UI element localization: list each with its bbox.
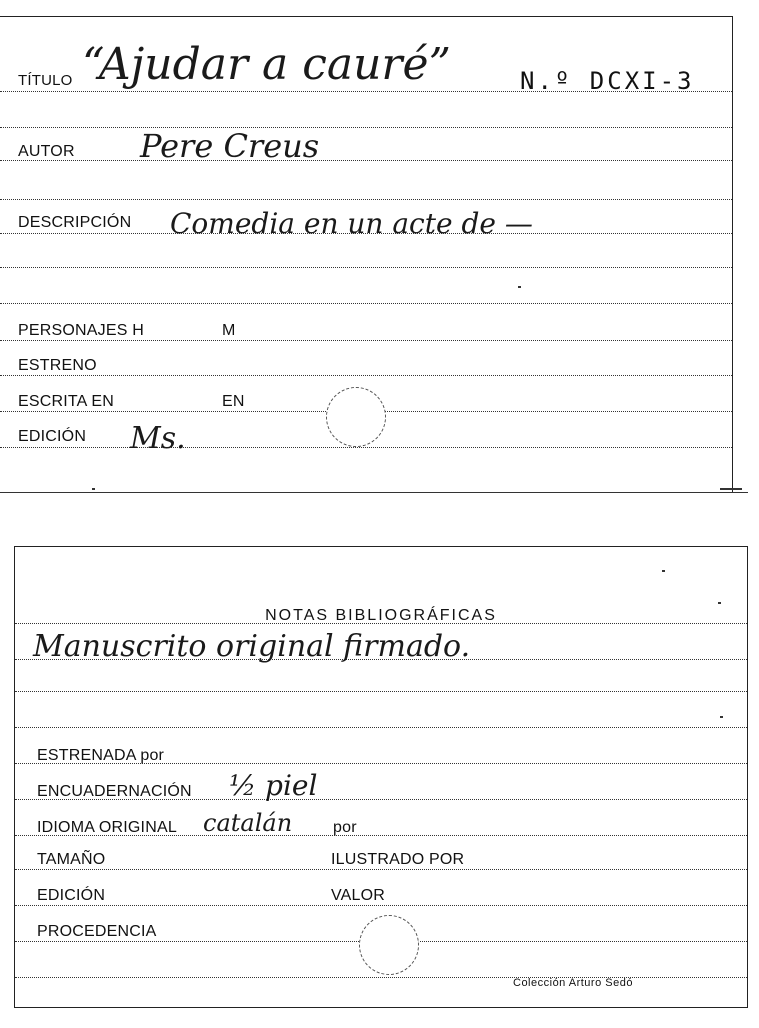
- rule-line: [15, 869, 747, 870]
- punch-hole: [326, 387, 386, 447]
- escrita-label: ESCRITA EN: [18, 393, 114, 410]
- descripcion-label: DESCRIPCIÓN: [18, 214, 132, 231]
- rule-line: [0, 340, 732, 341]
- notas-heading: NOTAS BIBLIOGRÁFICAS: [265, 607, 497, 624]
- autor-label: AUTOR: [18, 143, 75, 160]
- ilustrado-label: ILUSTRADO POR: [331, 851, 465, 868]
- rule-line: [15, 623, 747, 624]
- estrenada-label: ESTRENADA por: [37, 747, 165, 764]
- idioma-label: IDIOMA ORIGINAL: [37, 819, 177, 836]
- catalog-card-back: [14, 546, 748, 1008]
- titulo-value: “Ajudar a cauré”: [82, 39, 451, 90]
- idioma-por-label: por: [333, 819, 357, 836]
- autor-value: Pere Creus: [140, 127, 320, 165]
- titulo-label: TÍTULO: [18, 72, 73, 89]
- encuadernacion-label: ENCUADERNACIÓN: [37, 783, 192, 800]
- personajes-label: PERSONAJES H: [18, 322, 144, 339]
- card-separator: [0, 492, 748, 493]
- rule-line: [15, 691, 747, 692]
- scan-speck: [720, 716, 723, 718]
- signature-number: N.º DCXI-3: [520, 67, 695, 95]
- punch-hole: [359, 915, 419, 975]
- rule-line: [0, 199, 732, 200]
- edicion-value: Ms.: [130, 421, 186, 456]
- idioma-value: catalán: [203, 809, 293, 837]
- edicion-label: EDICIÓN: [18, 428, 87, 445]
- rule-line: [0, 267, 732, 268]
- valor-label: VALOR: [331, 887, 386, 904]
- rule-line: [15, 905, 747, 906]
- collection-credit: Colección Arturo Sedó: [513, 977, 633, 989]
- escrita-en-label: EN: [222, 393, 245, 410]
- rule-line: [0, 127, 732, 128]
- scan-speck: [720, 488, 742, 490]
- rule-line: [15, 727, 747, 728]
- tamano-label: TAMAÑO: [37, 851, 106, 868]
- notas-value: Manuscrito original firmado.: [33, 629, 471, 664]
- scan-speck: [662, 570, 665, 572]
- encuadernacion-value: ½ piel: [229, 769, 318, 802]
- estreno-label: ESTRENO: [18, 357, 97, 374]
- rule-line: [0, 160, 732, 161]
- catalog-card-front: [0, 16, 733, 493]
- rule-line: [0, 375, 732, 376]
- scan-speck: [718, 602, 721, 604]
- personajes-m-label: M: [222, 322, 236, 339]
- scan-speck: [92, 488, 95, 490]
- rule-line: [0, 303, 732, 304]
- descripcion-value: Comedia en un acte de —: [170, 207, 533, 240]
- rule-line: [0, 447, 732, 448]
- scan-speck: [518, 286, 521, 288]
- edicion-label: EDICIÓN: [37, 887, 106, 904]
- procedencia-label: PROCEDENCIA: [37, 923, 157, 940]
- rule-line: [15, 977, 747, 978]
